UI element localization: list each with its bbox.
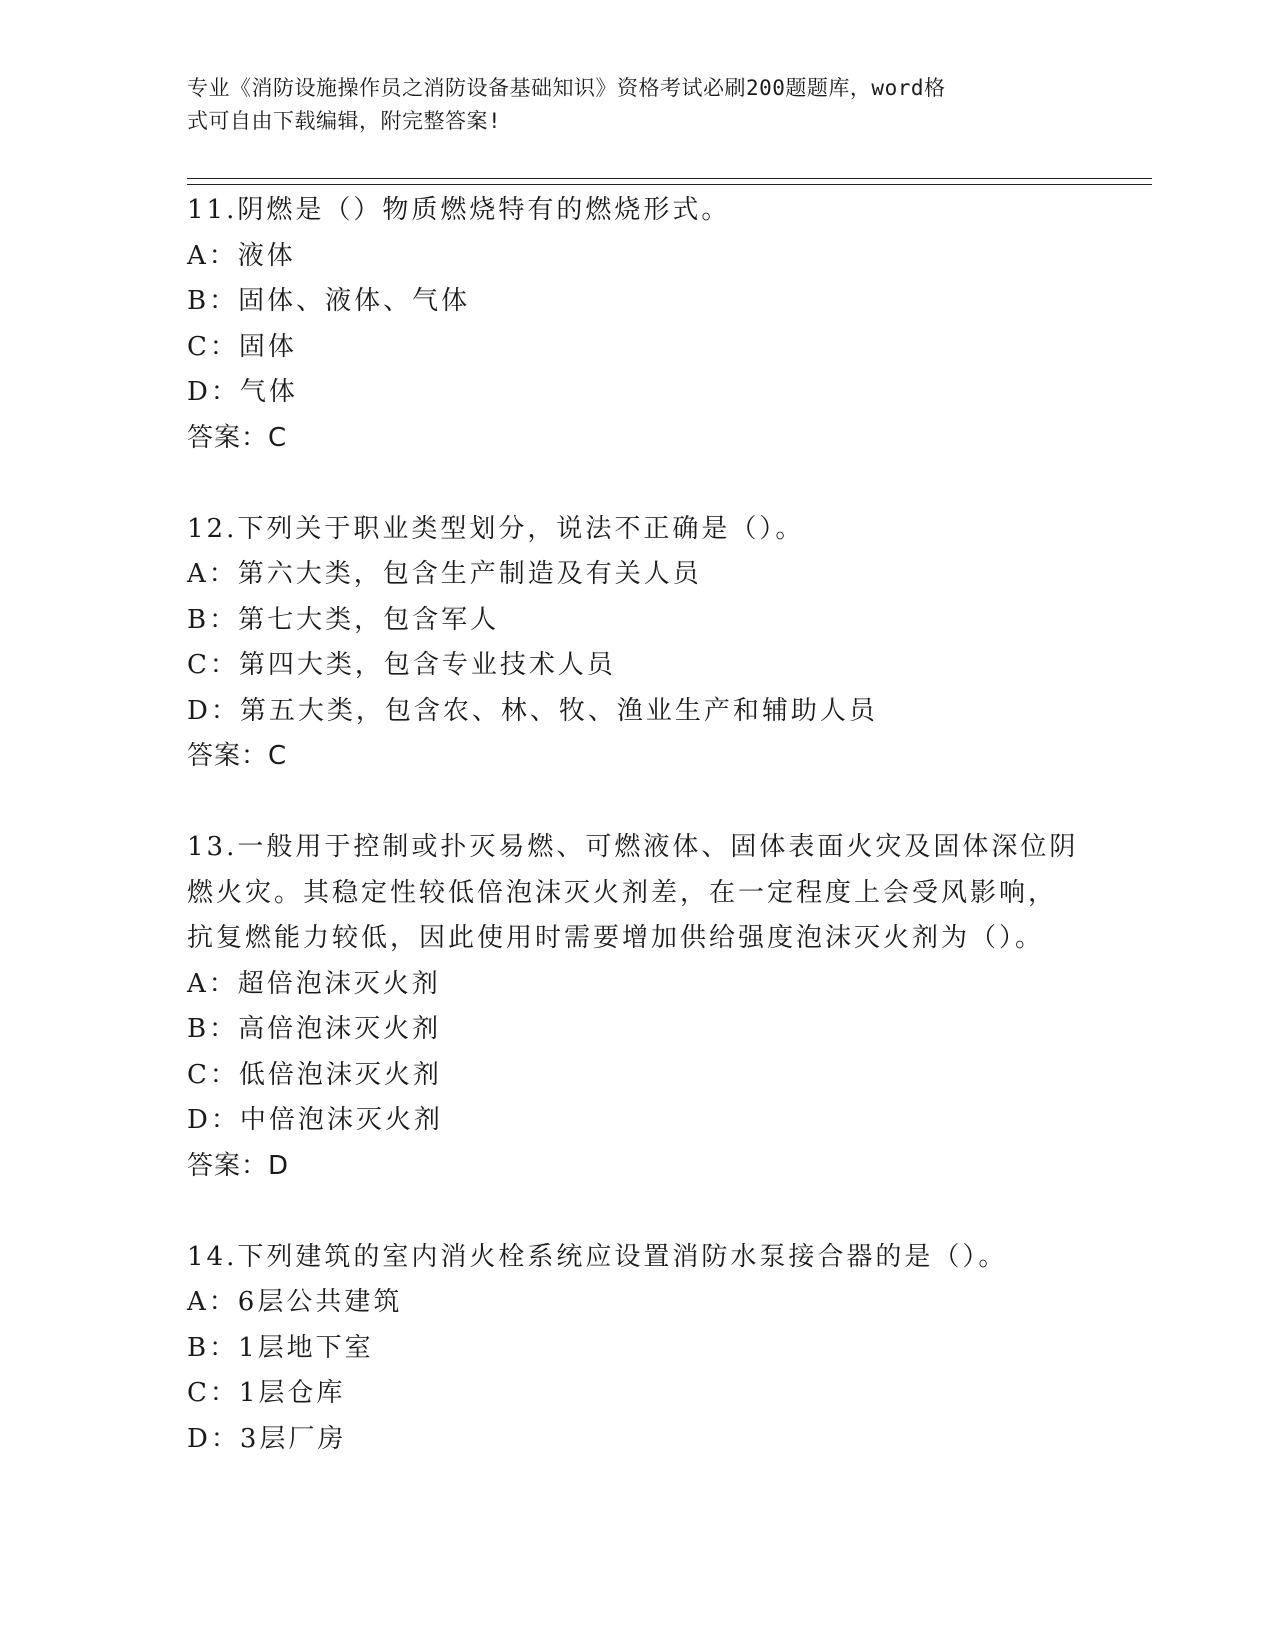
question-13	[187, 825, 1087, 1235]
option-b: B：固体、液体、气体	[187, 286, 471, 316]
document-header	[187, 72, 1067, 138]
option-c: C：固体	[187, 331, 297, 362]
option-d: D：第五大类，包含农、林、牧、渔业生产和辅助人员	[187, 695, 878, 726]
option-d: D：气体	[187, 377, 298, 407]
header-divider-bottom	[187, 184, 1152, 185]
stem-line: 11.阴燃是（）物质燃烧特有的燃烧形式。	[187, 195, 731, 225]
option-a: A：超倍泡沫灭火剂	[187, 968, 441, 999]
question-list	[187, 188, 1087, 1462]
answer-line: 答案：D	[187, 1150, 290, 1181]
question-12	[187, 507, 1087, 826]
spacer	[187, 461, 1087, 507]
answer-line: 答案：C	[187, 741, 288, 771]
question-stem	[187, 1235, 1087, 1281]
answer-line: 答案：C	[187, 422, 288, 453]
question-stem	[187, 507, 1087, 553]
stem-line: 抗复燃能力较低，因此使用时需要增加供给强度泡沫灭火剂为（）。	[187, 923, 1045, 953]
option-b: B：1层地下室	[187, 1332, 374, 1363]
spacer	[187, 1189, 1087, 1235]
option-c: C：第四大类，包含专业技术人员	[187, 650, 616, 680]
header-divider-top	[187, 178, 1152, 179]
header-line-2: 式可自由下载编辑，附完整答案!	[187, 109, 502, 133]
option-b: B：第七大类，包含军人	[187, 604, 500, 635]
stem-line: 12.下列关于职业类型划分，说法不正确是（）。	[187, 513, 805, 544]
option-a: A：6层公共建筑	[187, 1287, 403, 1317]
question-11	[187, 188, 1087, 507]
option-c: C：低倍泡沫灭火剂	[187, 1059, 442, 1090]
option-d: D：中倍泡沫灭火剂	[187, 1105, 443, 1135]
option-a: A：液体	[187, 240, 296, 271]
option-a: A：第六大类，包含生产制造及有关人员	[187, 559, 702, 589]
question-stem	[187, 825, 1087, 962]
option-c: C：1层仓库	[187, 1378, 346, 1408]
option-b: B：高倍泡沫灭火剂	[187, 1014, 442, 1044]
stem-line: 燃火灾。其稳定性较低倍泡沫灭火剂差，在一定程度上会受风影响，	[187, 877, 1058, 908]
question-stem	[187, 188, 1087, 234]
spacer	[187, 780, 1087, 826]
stem-line: 14.下列建筑的室内消火栓系统应设置消防水泵接合器的是（）。	[187, 1241, 1008, 1272]
option-d: D：3层厂房	[187, 1423, 347, 1454]
header-line-1: 专业《消防设施操作员之消防设备基础知识》资格考试必刷200题题库，word格	[187, 76, 946, 100]
stem-line: 13.一般用于控制或扑灭易燃、可燃液体、固体表面火灾及固体深位阴	[187, 832, 1079, 862]
question-14	[187, 1235, 1087, 1463]
